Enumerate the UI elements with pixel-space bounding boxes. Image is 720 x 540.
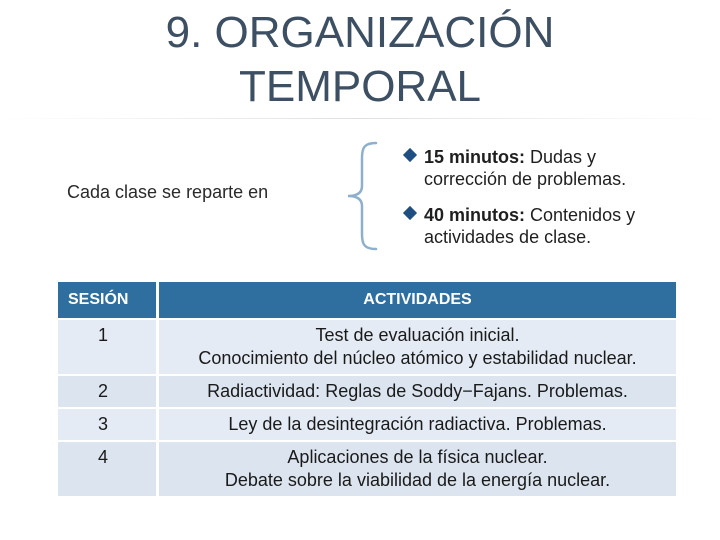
header-activities: ACTIVIDADES (159, 282, 676, 318)
activity-line: Ley de la desintegración radiactiva. Problemas. (228, 414, 607, 434)
header-session: SESIÓN (58, 282, 159, 318)
title-line-1: 9. ORGANIZACIÓN (165, 8, 555, 57)
table-row (58, 407, 676, 440)
table-row (58, 318, 676, 374)
diamond-bullet-icon (403, 148, 417, 162)
table-header-row (58, 282, 676, 318)
bullet-text: Dudas y (525, 147, 597, 167)
time-breakdown-list (404, 146, 704, 262)
activity-cell (159, 407, 676, 440)
bullet-duration: 15 minutos: (424, 147, 526, 167)
bullet-text-continued: corrección de problemas. (424, 169, 627, 189)
title-line-2: TEMPORAL (238, 62, 482, 111)
page-title (0, 6, 720, 114)
title-divider (0, 118, 720, 119)
bullet-text: Contenidos y (525, 205, 636, 225)
bullet-item-40-min (404, 204, 704, 248)
diamond-bullet-icon (403, 206, 417, 220)
session-number: 2 (58, 374, 159, 407)
activity-line: Radiactividad: Reglas de Soddy−Fajans. Problemas. (207, 381, 628, 401)
bullet-text-continued: actividades de clase. (424, 227, 592, 247)
curly-brace-icon (340, 140, 380, 252)
session-number: 4 (58, 440, 159, 496)
activity-line: Debate sobre la viabilidad de la energía nuclear. (224, 470, 611, 490)
intro-text: Cada clase se reparte en (67, 182, 269, 202)
bullet-item-15-min (404, 146, 704, 190)
activity-line: Aplicaciones de la física nuclear. (287, 447, 548, 467)
activity-cell (159, 374, 676, 407)
table-row (58, 440, 676, 496)
bullet-duration: 40 minutos: (424, 205, 526, 225)
activity-cell (159, 440, 676, 496)
session-number: 1 (58, 318, 159, 374)
activity-line: Conocimiento del núcleo atómico y estabilidad nuclear. (198, 348, 637, 368)
sessions-table (58, 282, 676, 496)
session-number: 3 (58, 407, 159, 440)
activity-cell (159, 318, 676, 374)
activity-line: Test de evaluación inicial. (315, 325, 520, 345)
table-row (58, 374, 676, 407)
